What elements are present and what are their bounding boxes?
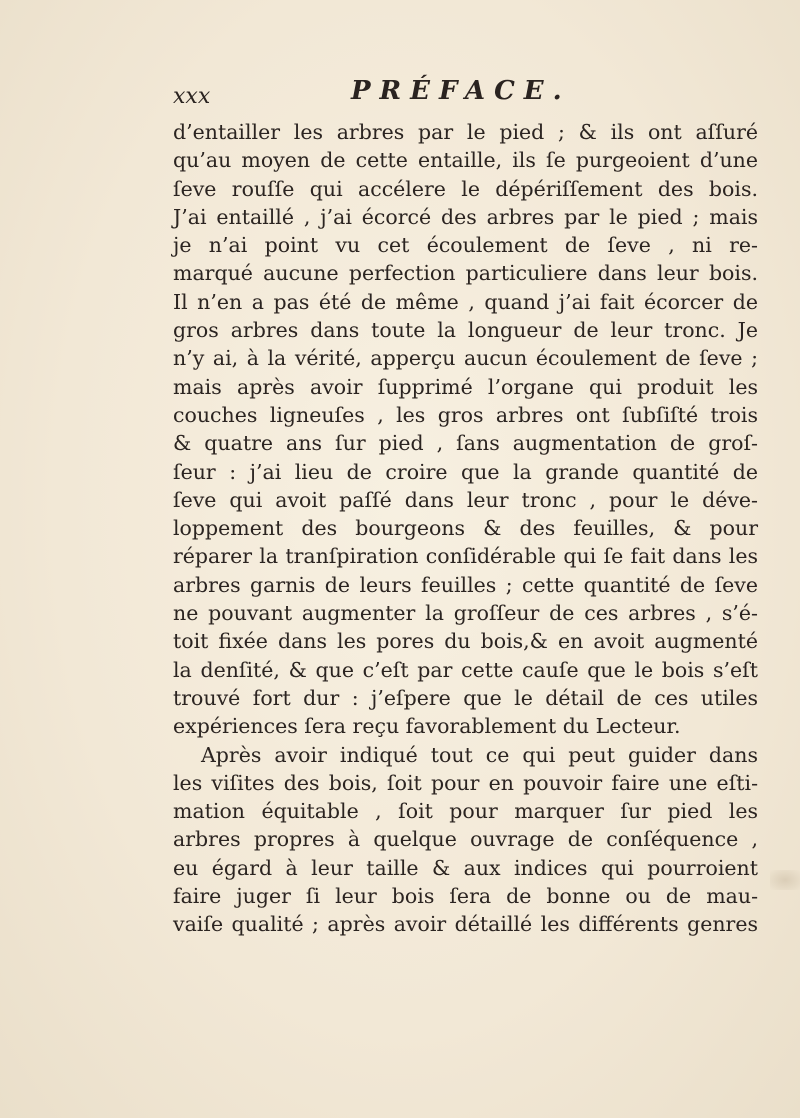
text-line: d’entailler les arbres par le pied ; & ils ont aſſuré xyxy=(173,120,758,144)
text-line: mais après avoir ſupprimé l’organe qui produit les xyxy=(173,374,758,399)
text-line: J’ai entaillé , j’ai écorcé des arbres par le pied ; mais xyxy=(173,204,758,229)
text-line: ſeur : j’ai lieu de croire que la grande quantité de xyxy=(173,459,758,484)
text-line: je n’ai point vu cet écoulement de ſeve , ni re- xyxy=(173,233,758,258)
text-line: couches ligneuſes , les gros arbres ont ſubſiſté trois xyxy=(173,402,758,427)
text-line: toit fixée dans les pores du bois,& en avoit augmenté xyxy=(173,629,758,654)
text-line: mation équitable , ſoit pour marquer ſur pied les xyxy=(173,799,758,824)
text-line: arbres garnis de leurs feuilles ; cette quantité de ſeve xyxy=(173,572,758,597)
text-line: trouvé fort dur : j’eſpere que le détail de ces utiles xyxy=(173,685,758,710)
text-line: gros arbres dans toute la longueur de leur tronc. Je xyxy=(173,318,758,343)
text-line: n’y ai, à la vérité, apperçu aucun écoulement de ſeve ; xyxy=(173,346,758,371)
text-line: faire juger ſi leur bois ſera de bonne ou de mau- xyxy=(173,884,758,909)
text-line: & quatre ans ſur pied , ſans augmentation de groſ- xyxy=(173,431,758,456)
text-line: les viſites des bois, ſoit pour en pouvoir faire une eſti- xyxy=(173,770,758,795)
text-line: arbres propres à quelque ouvrage de conſéquence , xyxy=(173,827,758,852)
paper-stain xyxy=(770,870,800,890)
text-line: Après avoir indiqué tout ce qui peut guider dans xyxy=(201,742,758,767)
page-number: xxx xyxy=(173,84,211,109)
text-line: eu égard à leur taille & aux indices qui pourroient xyxy=(173,855,758,880)
page-header xyxy=(173,74,763,114)
text-line: réparer la tranſpiration conſidérable qui ſe fait dans les xyxy=(173,544,758,569)
text-line: marqué aucune perfection particuliere dans leur bois. xyxy=(173,261,758,286)
text-line: vaiſe qualité ; après avoir détaillé les différents genres xyxy=(173,912,758,937)
text-line: expériences ſera reçu favorablement du Lecteur. xyxy=(173,714,681,739)
text-line: qu’au moyen de cette entaille, ils ſe purgeoient d’une xyxy=(173,148,758,173)
text-line: ſeve qui avoit paſſé dans leur tronc , pour le déve- xyxy=(173,487,758,512)
text-line: ſeve rouſſe qui accélere le dépériſſement des bois. xyxy=(173,176,758,201)
body-text xyxy=(173,118,758,939)
running-title: PRÉFACE. xyxy=(351,76,571,106)
text-line: ne pouvant augmenter la groſſeur de ces arbres , s’é- xyxy=(173,601,758,626)
text-line: Il n’en a pas été de même , quand j’ai fait écorcer de xyxy=(173,289,758,314)
text-line: la denſité, & que c’eſt par cette cauſe que le bois s’eſt xyxy=(173,657,758,682)
text-line: loppement des bourgeons & des feuilles, & pour xyxy=(173,516,758,541)
